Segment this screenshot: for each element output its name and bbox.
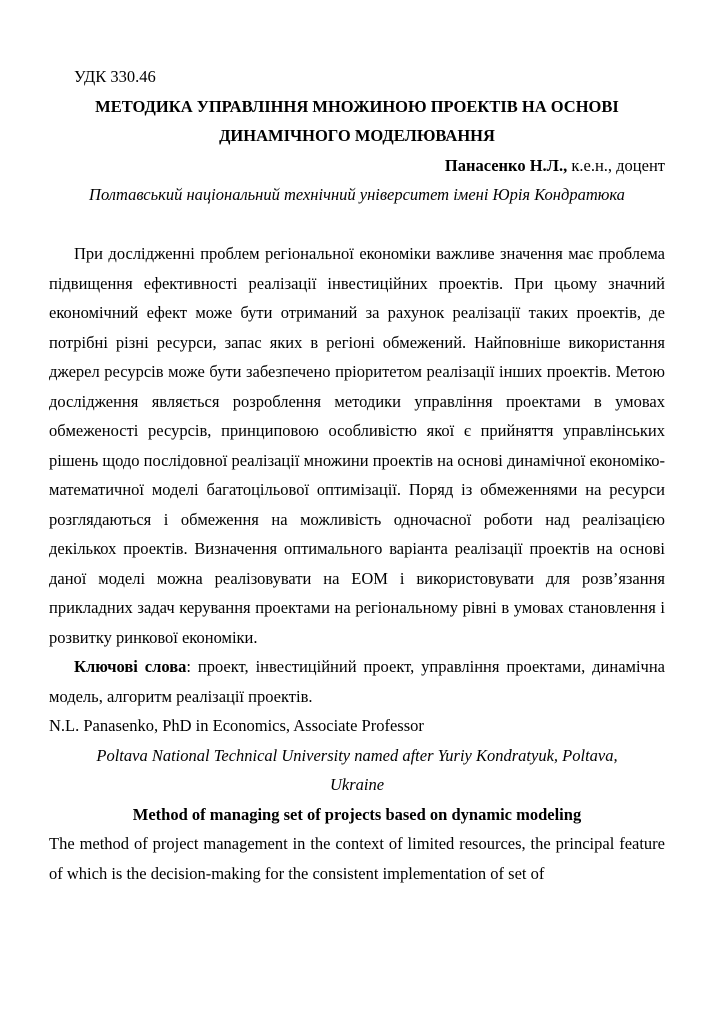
author-name-uk: Панасенко Н.Л., xyxy=(444,155,568,175)
author-credentials-uk: к.е.н., доцент xyxy=(567,155,665,175)
udc-number: УДК 330.46 xyxy=(74,67,156,86)
affiliation-en-line1: Poltava National Technical University named after Yuriy Kondratyuk, Poltava, xyxy=(96,745,618,765)
abstract-en: The method of project management in the context of limited resources, the principal feature of which is the decision-making for the consistent implementation of set of xyxy=(49,834,665,883)
abstract-uk: При дослідженні проблем регіональної економіки важливе значення має проблема підвищення ефективності реалізації інвестиційних проектів. При цьому значний економічний ефект може бути отриманий за рахунок реалізації таких проектів, де потрібні різні ресурси, запас яких в регіоні обмежений. Найповніше використання джерел ресурсів може бути забезпечено пріоритетом реалізації інших проектів. Метою дослідження являється розроблення методики управління проектами в умовах обмеженості ресурсів, принциповою особливістю якої є прийняття управлінських рішень щодо послідовної реалізації множини проектів на основі динамічної економіко-математичної моделі багатоцільової оптимізації. Поряд із обмеженнями на ресурси розглядаються і обмеження на можливість одночасної роботи над реалізацією декількох проектів. Визначення оптимального варіанта реалізації проектів на основі даної моделі можна реалізовувати на ЕОМ і використовувати для розв’язання прикладних задач керування проектами на регіональному рівні в умовах становлення і розвитку ринкової економіки. xyxy=(49,244,665,647)
author-line-en: N.L. Panasenko, PhD in Economics, Associate Professor xyxy=(49,716,424,735)
paper-title-uk-line2: ДИНАМІЧНОГО МОДЕЛЮВАННЯ xyxy=(219,126,495,145)
paper-title-uk xyxy=(49,92,665,151)
keywords-paragraph xyxy=(49,652,665,711)
keywords-label: Ключові слова xyxy=(74,657,187,676)
paper-title-uk-line1: МЕТОДИКА УПРАВЛІННЯ МНОЖИНОЮ ПРОЕКТІВ НА ОСНОВІ xyxy=(95,96,619,116)
keywords-list: : проект, інвестиційний проект, управління проектами, динамічна модель, алгоритм реалізації проектів. xyxy=(49,657,666,706)
affiliation-en-line2: Ukraine xyxy=(329,775,385,794)
author-line-uk xyxy=(49,151,665,181)
affiliation-en xyxy=(49,741,665,800)
affiliation-uk: Полтавський національний технічний університет імені Юрія Кондратюка xyxy=(89,185,625,204)
paper-title-en: Method of managing set of projects based on dynamic modeling xyxy=(132,804,582,824)
